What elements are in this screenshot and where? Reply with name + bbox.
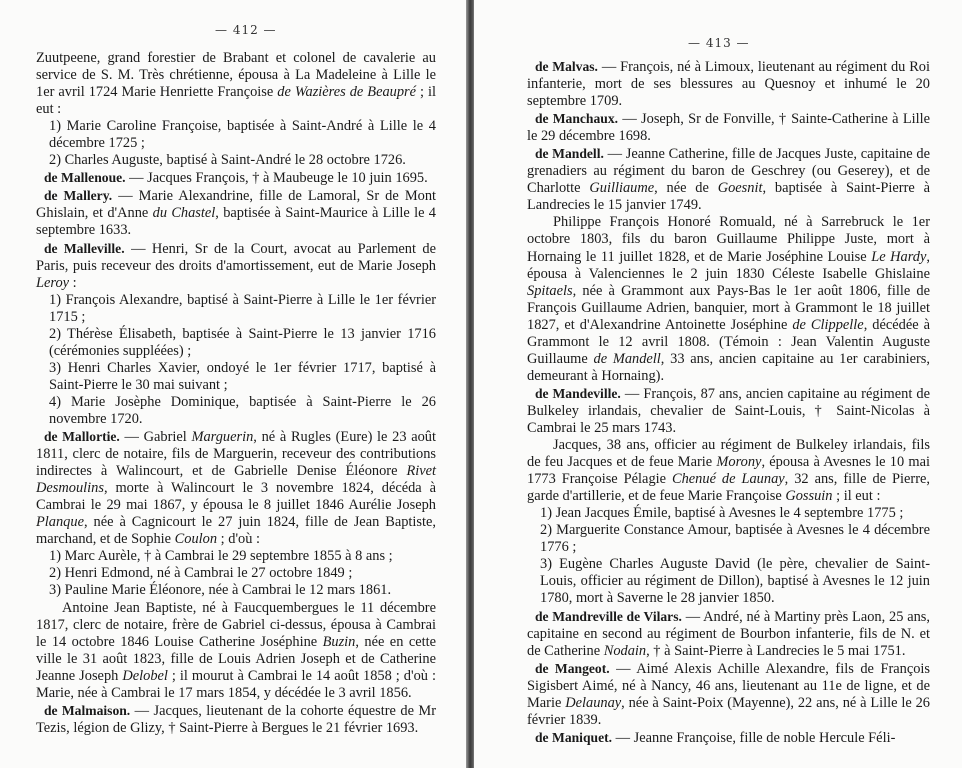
text-segment: 1) François Alexandre, baptisé à Saint-Pierre à Lille le 1er février 1715 ; — [49, 291, 436, 325]
paragraph — [36, 600, 436, 702]
list-item — [36, 118, 436, 152]
text-segment: — Aimé Alexis Achille Alexandre, fils de François Sigisbert Aimé, né à Nancy, 46 ans, lieutenant au 11e de ligne, et de Marie — [527, 660, 930, 711]
text-segment: — Joseph, Sr de Fonville, † Sainte-Catherine à Lille le 29 décembre 1698. — [527, 111, 930, 145]
italic-name: Delobel — [122, 667, 168, 684]
italic-name: Marguerin — [191, 429, 254, 446]
text-segment: : — [69, 274, 77, 291]
text-segment: — Henri, Sr de la Court, avocat au Parlement de Paris, puis receveur des droits d'amortissement, eut de Marie Joseph — [36, 240, 436, 274]
genealogy-entry — [527, 608, 930, 660]
italic-name: Delaunay — [565, 694, 622, 711]
text-segment: 2) Charles Auguste, baptisé à Saint-André le 28 octobre 1726. — [49, 152, 406, 169]
list-item — [36, 394, 436, 428]
text-segment: ; il eut : — [36, 84, 436, 118]
text-segment: , née en cette ville le 31 août 1823, fille de Louis Adrien Joseph et de Catherine Jeanne Joseph — [36, 633, 436, 684]
page-text — [527, 58, 930, 747]
entry-headword: de Mandreville de Vilars. — [535, 608, 682, 624]
italic-name: Morony — [716, 454, 762, 471]
text-segment: — Jacques, lieutenant de la cohorte équestre de Mr Tezis, légion de Glizy, † Saint-Pierre à Bergues le 21 février 1693. — [36, 702, 437, 736]
text-segment: Jacques, 38 ans, officier au régiment de Bulkeley irlandais, fils de feu Jacques et de feue Marie — [527, 437, 930, 471]
text-segment: 4) Marie Josèphe Dominique, baptisée à Saint-Pierre le 26 novembre 1720. — [49, 393, 436, 427]
text-segment: , baptisée à Saint-Maurice à Lille le 4 septembre 1633. — [36, 205, 437, 239]
text-segment: 1) Marie Caroline Françoise, baptisée à Saint-André à Lille le 4 décembre 1725 ; — [49, 118, 436, 152]
italic-name: Rivet Desmoulins — [36, 463, 436, 497]
paragraph — [527, 437, 930, 505]
text-segment: , née à Cagnicourt le 27 juin 1824, fille de Jean Baptiste, marchand, et de Sophie — [36, 514, 436, 548]
text-segment: , né à Rugles (Eure) le 23 août 1811, clerc de notaire, fils de Marguerin, receveur des contributions indirectes à Walincourt, et de Gabrielle Denise Éléonore — [36, 429, 436, 480]
text-segment: 2) Henri Edmond, né à Cambrai le 27 octobre 1849 ; — [49, 565, 353, 582]
page-text — [36, 50, 436, 737]
text-segment: Zuutpeene, grand forestier de Brabant et colonel de cavalerie au service de S. M. Très chrétienne, épousa à La Madeleine à Lille le 1er avril 1724 Marie Henriette Françoise — [36, 50, 436, 101]
entry-headword: de Mallery. — [44, 188, 113, 204]
text-segment: , † à Saint-Pierre à Landrecies le 5 mai 1751. — [646, 642, 906, 659]
genealogy-entry — [36, 187, 436, 239]
text-segment: — Jacques François, † à Maubeuge le 10 juin 1695. — [125, 170, 428, 187]
paragraph — [527, 214, 930, 384]
entry-headword: de Manchaux. — [535, 111, 619, 127]
text-segment: , née à Grammont aux Pays-Bas le 1er août 1806, fille de François Guillaume Adrien, banquier, mort à Grammont le 18 juillet 1827, et d'Alexandrine Antoinette Joséphine — [527, 282, 930, 333]
page-number: — 413 — — [688, 36, 750, 50]
text-segment: , 32 ans, fille de Pierre, garde d'artillerie, et de feue Marie Françoise — [527, 471, 930, 505]
italic-name: Coulon — [174, 531, 218, 548]
text-segment: Philippe François Honoré Romuald, né à Sarrebruck le 1er octobre 1803, fils du baron Guillaume Philippe Juste, mort à Hornaing le 11 juillet 1828, et de Marie Joséphine Louise — [527, 214, 930, 265]
genealogy-entry — [527, 729, 930, 747]
list-item — [527, 522, 930, 556]
text-segment: , baptisée à Saint-Pierre à Landrecies le 15 janvier 1749. — [527, 180, 930, 214]
italic-name: Buzin — [322, 633, 356, 650]
italic-name: de Mandell — [593, 350, 661, 367]
text-segment: 3) Eugène Charles Auguste David (le père, chevalier de Saint-Louis, officier au régiment de Dillon), baptisé à Avesnes le 12 juin 1780, mort à Saverne le 28 janvier 1850. — [540, 556, 930, 607]
paragraph — [36, 50, 436, 118]
text-segment: , née de — [654, 180, 718, 197]
page-number: — 412 — — [215, 23, 277, 37]
italic-name: du Chastel — [152, 205, 216, 222]
text-segment: — Jeanne Françoise, fille de noble Hercule Féli- — [612, 729, 896, 746]
italic-name: Planque — [36, 514, 84, 531]
entry-headword: de Mallenoue. — [44, 170, 126, 186]
entry-headword: de Mandell. — [535, 146, 604, 162]
italic-name: Chenué de Launay — [672, 471, 785, 488]
entry-headword: de Malvas. — [535, 59, 598, 74]
italic-name: Gossuin — [785, 488, 833, 505]
italic-name: de Clippelle — [792, 316, 864, 333]
genealogy-entry — [527, 385, 930, 437]
text-segment: — Jeanne Catherine, fille de Jacques Juste, capitaine de grenadiers au régiment du baron de Geschrey (ou Geserey), et de Charlotte — [527, 146, 930, 197]
text-segment: — André, né à Martiny près Laon, 25 ans, capitaine en second au régiment de Bourbon infanterie, fils de N. et de Catherine — [527, 608, 930, 659]
text-segment: — François, 87 ans, ancien capitaine au régiment de Bulkeley irlandais, chevalier de Saint-Louis, † Saint-Nicolas à Cambrai le 25 mars 1743. — [527, 385, 930, 436]
genealogy-entry — [36, 240, 436, 292]
list-item — [36, 582, 436, 599]
text-segment: ; d'où : — [217, 531, 261, 548]
text-segment: ; il mourut à Cambrai le 14 août 1858 ; d'où : Marie, née à Cambrai le 17 mars 1854, y décédée le 3 avril 1856. — [36, 667, 436, 701]
text-segment: — François, né à Limoux, lieutenant au régiment du Roi infanterie, mort de ses blessures au Quesnoy et inhumé le 20 septembre 1709. — [527, 59, 930, 110]
genealogy-entry — [527, 660, 930, 729]
list-item — [36, 565, 436, 582]
text-segment: — Marie Alexandrine, fille de Lamoral, Sr de Mont Ghislain, et d'Anne — [36, 188, 437, 222]
entry-headword: de Malleville. — [44, 240, 125, 256]
text-segment: 3) Pauline Marie Éléonore, née à Cambrai le 12 mars 1861. — [49, 582, 392, 599]
list-item — [36, 152, 436, 169]
text-segment: — Gabriel — [119, 429, 192, 446]
list-item — [527, 556, 930, 607]
text-segment: 3) Henri Charles Xavier, ondoyé le 1er février 1717, baptisé à Saint-Pierre le 30 mai suivant ; — [49, 359, 436, 393]
entry-headword: de Malmaison. — [44, 702, 131, 718]
entry-headword: de Mandeville. — [535, 385, 621, 401]
entry-headword: de Mangeot. — [535, 660, 610, 676]
text-segment: , épousa à Valenciennes le 2 juin 1830 Céleste Isabelle Ghislaine — [527, 248, 930, 282]
text-segment: Antoine Jean Baptiste, né à Faucquembergues le 11 décembre 1817, clerc de notaire, frère de Gabriel ci-dessus, épousa à Cambrai le 14 octobre 1846 Louise Catherine Joséphine — [36, 599, 436, 650]
genealogy-entry — [36, 702, 436, 737]
italic-name: Nodain — [603, 642, 647, 659]
text-segment: ; il eut : — [832, 488, 881, 505]
entry-headword: de Maniquet. — [535, 729, 613, 745]
list-item — [36, 326, 436, 360]
italic-name: de Wazières de Beaupré — [277, 84, 417, 101]
entry-headword: de Mallortie. — [44, 429, 120, 445]
genealogy-entry — [527, 145, 930, 214]
text-segment: , morte à Walincourt le 3 novembre 1824, décéda à Cambrai le 29 mai 1867, y épousa le 8 juillet 1846 Aurélie Joseph — [36, 480, 436, 514]
genealogy-entry — [527, 110, 930, 145]
list-item — [527, 505, 930, 522]
italic-name: Spitaels — [527, 282, 573, 299]
text-segment: , décédée à Grammont le 12 avril 1808. (Témoin : Jean Valentin Auguste Guillaume — [527, 316, 931, 367]
list-item — [36, 292, 436, 326]
genealogy-entry — [36, 428, 436, 548]
text-segment: 1) Marc Aurèle, † à Cambrai le 29 septembre 1855 à 8 ans ; — [49, 548, 393, 565]
list-item — [36, 548, 436, 565]
text-segment: 2) Thérèse Élisabeth, baptisée à Saint-Pierre le 13 janvier 1716 (cérémonies suppléées) ; — [49, 325, 436, 359]
text-segment: 2) Marguerite Constance Amour, baptisée à Avesnes le 4 décembre 1776 ; — [540, 522, 930, 556]
text-segment: 1) Jean Jacques Émile, baptisé à Avesnes le 4 septembre 1775 ; — [540, 505, 904, 522]
right-page — [474, 0, 962, 768]
italic-name: Guilliaume — [589, 180, 655, 197]
genealogy-entry — [527, 58, 930, 110]
genealogy-entry — [36, 169, 436, 187]
list-item — [36, 360, 436, 394]
italic-name: Leroy — [36, 274, 70, 291]
italic-name: Le Hardy — [871, 248, 927, 265]
left-page — [0, 0, 468, 768]
text-segment: , 33 ans, ancien capitaine au 1er carabiniers, demeurant à Hornaing). — [527, 350, 930, 384]
text-segment: , épousa à Avesnes le 10 mai 1773 Françoise Pélagie — [527, 454, 930, 488]
italic-name: Goesnit — [717, 180, 763, 197]
text-segment: , née à Saint-Poix (Mayenne), 22 ans, né à Lille le 26 février 1839. — [527, 694, 930, 728]
